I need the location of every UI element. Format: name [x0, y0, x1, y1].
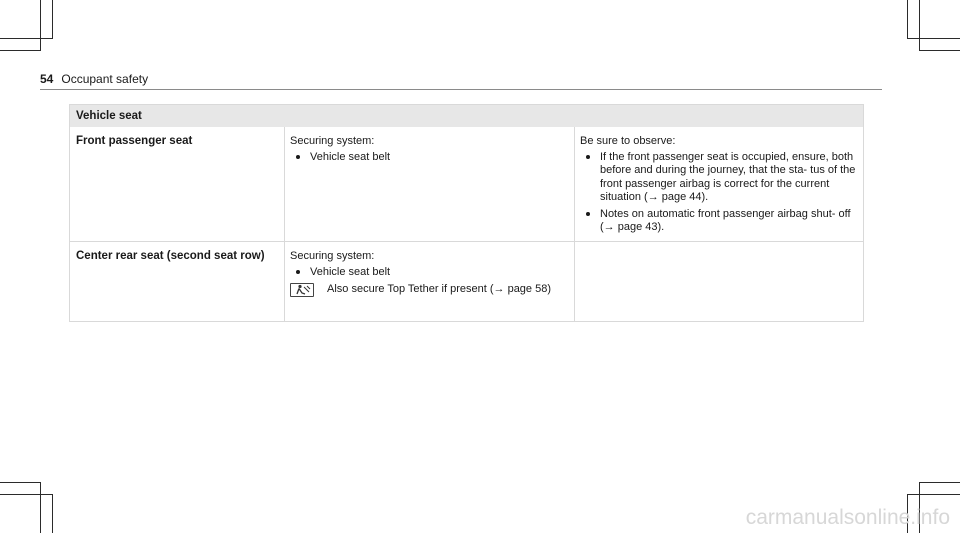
table-heading: [70, 105, 863, 127]
table-heading-text: Vehicle seat: [76, 110, 142, 122]
crop-mark: [907, 38, 960, 39]
securing-list: [290, 151, 570, 164]
crop-mark: [52, 494, 53, 533]
seat-label: Front passenger seat: [76, 135, 193, 147]
seat-label: Center rear seat (second seat row): [76, 250, 265, 262]
crop-mark: [0, 50, 41, 51]
crop-mark: [919, 0, 920, 50]
observe-label: Be sure to observe:: [580, 135, 676, 147]
header-rule: [40, 89, 882, 90]
table-row-front-passenger-seat-label: [76, 135, 276, 148]
crop-mark: [907, 0, 908, 38]
watermark: carmanualsonline.info: [745, 506, 950, 529]
page-number: 54: [40, 72, 54, 86]
crop-mark: [52, 0, 53, 38]
securing-list: [290, 266, 570, 279]
column-divider: [284, 127, 285, 321]
row-divider: [70, 241, 863, 242]
crop-mark: [0, 482, 41, 483]
table-row-center-rear-securing: [290, 250, 570, 297]
list-item: If the front passenger seat is occupied, ensure, both before and during the journey, that the sta- tus of the front passenger airbag is correct for the current situation (→ page 44).: [580, 151, 858, 204]
crop-mark: [919, 50, 960, 51]
list-item: Vehicle seat belt: [290, 266, 570, 279]
note-text: Also secure Top Tether if present (→ page 58): [327, 283, 551, 296]
securing-label: Securing system:: [290, 250, 375, 262]
crop-mark: [40, 482, 41, 533]
page-header: [40, 72, 148, 86]
crop-mark: [0, 494, 53, 495]
table-row-front-passenger-observe: [580, 135, 858, 238]
list-item: Vehicle seat belt: [290, 151, 570, 164]
list-item: Notes on automatic front passenger airbag shut- off (→ page 43).: [580, 208, 858, 234]
crop-mark: [919, 482, 960, 483]
section-title: Occupant safety: [61, 72, 149, 86]
table-row-center-rear-seat-label: [76, 250, 281, 263]
vehicle-seat-table: [69, 104, 864, 322]
top-tether-note: [290, 283, 570, 296]
securing-label: Securing system:: [290, 135, 375, 147]
crop-mark: [40, 0, 41, 50]
crop-mark: [907, 494, 960, 495]
column-divider: [574, 127, 575, 321]
crop-mark: [0, 38, 53, 39]
table-row-front-passenger-securing: [290, 135, 570, 168]
observe-list: [580, 151, 858, 234]
top-tether-icon: [290, 283, 314, 297]
